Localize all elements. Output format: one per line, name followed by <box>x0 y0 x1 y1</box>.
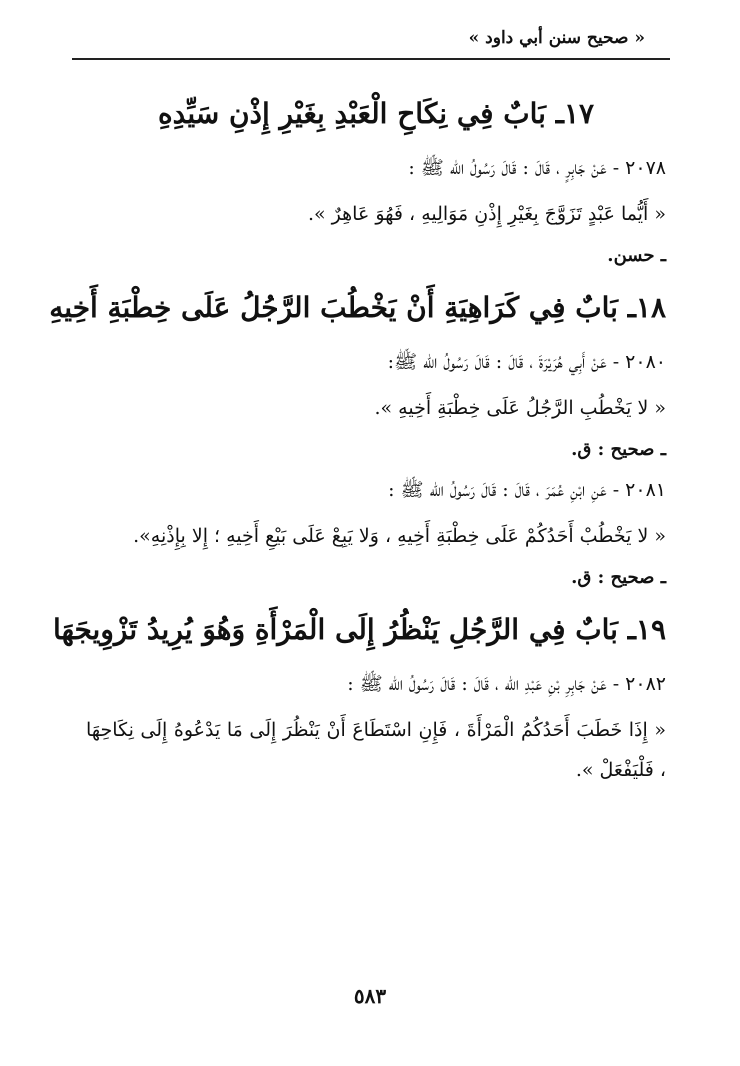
hadith-2080-text: « لا يَخْطُبِ الرَّجُلُ عَلَى خِطْبَةِ أَخِيهِ ». <box>374 397 666 419</box>
hadith-2078-intro: ٢٠٧٨ - عَنْ جَابِرٍ ، قَالَ : قَالَ رَسُولُ الله ﷺ : <box>408 157 666 179</box>
hadith-2080-grade: ـ صحيح : ق. <box>571 439 666 460</box>
hadith-2081-grade: ـ صحيح : ق. <box>571 567 666 588</box>
page-number: ٥٨٣ <box>353 984 387 1008</box>
running-header: « صحيح سنن أبي داود » <box>468 28 645 48</box>
hadith-2081-text: « لا يَخْطُبْ أَحَدُكُمْ عَلَى خِطْبَةِ أَخِيهِ ، وَلا يَبِعْ عَلَى بَيْعِ أَخِيهِ ؛ إِلا بِإِذْنِهِ». <box>133 525 666 547</box>
hadith-2081-intro: ٢٠٨١ - عَنِ ابْنِ عُمَرَ ، قَالَ : قَالَ رَسُولُ الله ﷺ : <box>388 479 666 501</box>
chapter-title-19: ١٩ـ بَابٌ فِي الرَّجُلِ يَنْظُرُ إِلَى الْمَرْأَةِ وَهُوَ يُرِيدُ تَزْوِيجَهَا <box>53 613 666 646</box>
chapter-title-17: ١٧ـ بَابٌ فِي نِكَاحِ الْعَبْدِ بِغَيْرِ إِذْنِ سَيِّدِهِ <box>157 97 595 130</box>
hadith-2078-text: « أَيُّما عَبْدٍ تَزَوَّجَ بِغَيْرِ إِذْنِ مَوَالِيهِ ، فَهُوَ عَاهِرٌ ». <box>307 203 666 225</box>
hadith-2078-grade: ـ حسن. <box>607 245 666 266</box>
header-rule <box>72 58 670 60</box>
hadith-2082-intro: ٢٠٨٢ - عَنْ جَابِرِ بْنِ عَبْدِ الله ، قَالَ : قَالَ رَسُولُ الله ﷺ : <box>347 673 666 695</box>
hadith-2080-intro: ٢٠٨٠ - عَنْ أَبِي هُرَيْرَةَ ، قَالَ : قَالَ رَسُولُ الله ﷺ: <box>387 351 666 373</box>
chapter-title-18: ١٨ـ بَابٌ فِي كَرَاهِيَةِ أَنْ يَخْطُبَ الرَّجُلُ عَلَى خِطْبَةِ أَخِيهِ <box>49 291 666 324</box>
hadith-2082-text: « إِذَا خَطَبَ أَحَدُكُمُ الْمَرْأَةَ ، فَإِنِ اسْتَطَاعَ أَنْ يَنْظُرَ إِلَى مَا يَدْعُوهُ إِلَى نِكَاحِهَا ، فَلْيَفْعَلْ ». <box>86 719 666 781</box>
page-content <box>49 86 666 796</box>
